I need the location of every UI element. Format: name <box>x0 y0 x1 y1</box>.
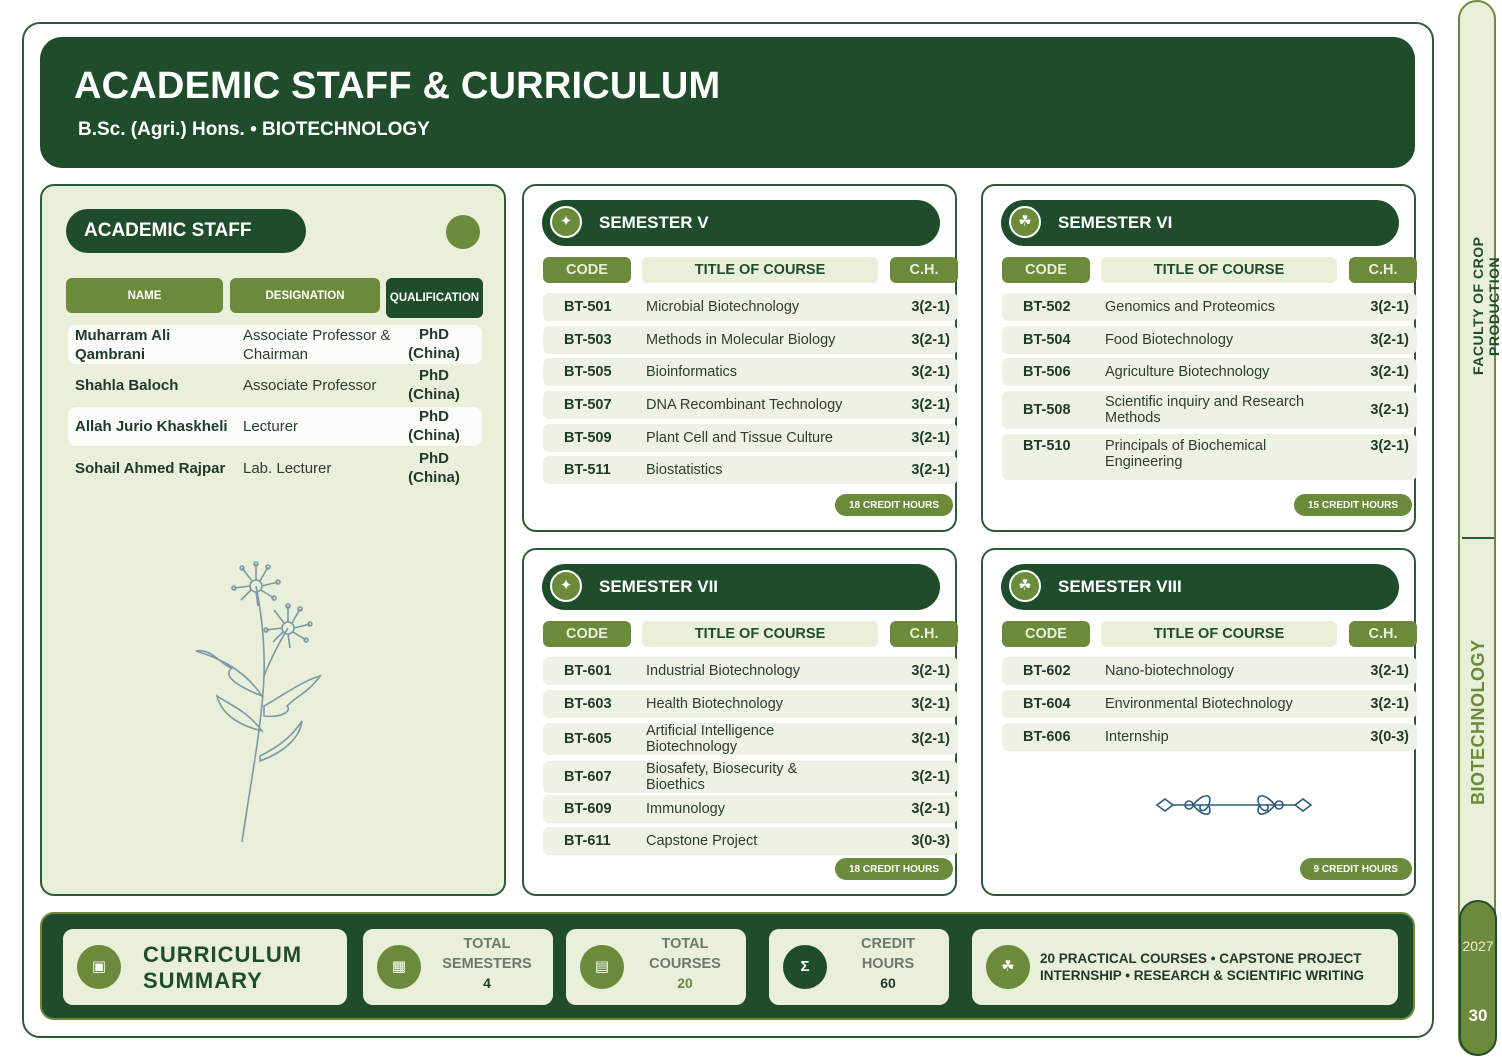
course-title: Health Biotechnology <box>646 696 784 712</box>
course-row <box>1002 391 1417 429</box>
course-code: BT-504 <box>1023 332 1071 348</box>
semester-bar <box>542 200 940 246</box>
semester-title: SEMESTER VIII <box>1058 577 1182 596</box>
course-title: Immunology <box>646 801 725 817</box>
credit-hours-badge: 9 CREDIT HOURS <box>1300 858 1412 880</box>
year-label: 2027 <box>1462 938 1494 954</box>
course-ch: 3(2-1) <box>1370 663 1409 679</box>
title-header: TITLE OF COURSE <box>1101 621 1337 647</box>
course-code: BT-508 <box>1023 402 1071 418</box>
total-semesters-value: 4 <box>483 975 491 991</box>
course-row <box>543 326 958 354</box>
credit-hours-label-1: CREDIT <box>861 936 915 952</box>
code-header: CODE <box>543 621 631 647</box>
course-title: Genomics and Proteomics <box>1105 299 1276 315</box>
total-courses-label <box>630 935 740 994</box>
course-code: BT-605 <box>564 731 612 747</box>
course-ch: 3(2-1) <box>1370 402 1409 418</box>
course-row <box>543 827 958 855</box>
course-ch: 3(2-1) <box>911 731 950 747</box>
course-ch: 3(2-1) <box>1370 364 1409 380</box>
course-row <box>1002 690 1417 718</box>
course-ch: 3(2-1) <box>1370 438 1409 454</box>
highlights-line1: 20 PRACTICAL COURSES • CAPSTONE PROJECT <box>1040 951 1362 966</box>
course-row <box>543 795 958 823</box>
course-code: BT-506 <box>1023 364 1071 380</box>
semester-bar <box>1001 200 1399 246</box>
course-code: BT-502 <box>1023 299 1071 315</box>
highlights-line2: INTERNSHIP • RESEARCH & SCIENTIFIC WRITING <box>1040 968 1364 983</box>
course-code: BT-507 <box>564 397 612 413</box>
course-row <box>543 391 958 419</box>
semester-title: SEMESTER VI <box>1058 213 1173 232</box>
course-code: BT-607 <box>564 769 612 785</box>
curriculum-summary <box>40 912 1415 1020</box>
total-courses-box <box>566 929 746 1005</box>
col-qualification-header: QUALIFICATION <box>386 278 483 318</box>
course-code: BT-603 <box>564 696 612 712</box>
semester-bar <box>1001 564 1399 610</box>
total-semesters-box <box>363 929 553 1005</box>
flower-illustration-icon <box>192 556 332 846</box>
course-title: Industrial Biotechnology <box>646 663 800 679</box>
course-code: BT-604 <box>1023 696 1071 712</box>
course-code: BT-501 <box>564 299 612 315</box>
semester-title: SEMESTER VII <box>599 577 719 596</box>
semester-bar <box>542 564 940 610</box>
title-header: TITLE OF COURSE <box>1101 257 1337 283</box>
course-ch: 3(2-1) <box>911 696 950 712</box>
course-ch: 3(0-3) <box>1370 729 1409 745</box>
course-ch: 3(2-1) <box>911 769 950 785</box>
course-ch: 3(2-1) <box>911 663 950 679</box>
course-title: Microbial Biotechnology <box>646 299 800 315</box>
course-code: BT-509 <box>564 430 612 446</box>
course-code: BT-611 <box>564 833 611 849</box>
page-header <box>40 37 1415 168</box>
course-row <box>1002 358 1417 386</box>
course-code: BT-602 <box>1023 663 1071 679</box>
course-code: BT-510 <box>1023 438 1071 454</box>
semester-v-card <box>522 184 957 532</box>
course-row <box>543 358 958 386</box>
course-row <box>543 723 958 755</box>
staff-qualification: PhD (China) <box>408 326 460 362</box>
total-semesters-label-1: TOTAL <box>463 936 511 952</box>
staff-qualification: PhD (China) <box>408 408 460 444</box>
staff-qualification: PhD (China) <box>408 367 460 403</box>
credit-hours-value: 60 <box>880 975 896 991</box>
highlights-box <box>972 929 1398 1005</box>
course-ch: 3(0-3) <box>911 833 950 849</box>
course-row <box>1002 657 1417 685</box>
semester-vi-card <box>981 184 1416 532</box>
course-row <box>543 424 958 452</box>
side-tab <box>1458 0 1502 1056</box>
ornament-divider-icon <box>1153 790 1315 820</box>
course-code: BT-505 <box>564 364 612 380</box>
total-semesters-label <box>427 935 547 994</box>
staff-row <box>68 407 482 446</box>
course-row <box>1002 723 1417 751</box>
course-ch: 3(2-1) <box>911 364 950 380</box>
course-title: Scientific inquiry and Research Methods <box>1105 394 1305 426</box>
star-icon: ✦ <box>550 570 582 602</box>
title-header: TITLE OF COURSE <box>642 621 878 647</box>
course-title: Bioinformatics <box>646 364 738 380</box>
staff-designation: Lab. Lecturer <box>243 460 332 477</box>
course-ch: 3(2-1) <box>911 299 950 315</box>
department-label: BIOTECHNOLOGY <box>1468 639 1488 805</box>
ch-header: C.H. <box>890 257 958 283</box>
academic-staff-panel <box>40 184 506 896</box>
course-row <box>1002 434 1417 480</box>
clover-icon: ☘ <box>1009 206 1041 238</box>
semester-viii-card <box>981 548 1416 896</box>
title-header: TITLE OF COURSE <box>642 257 878 283</box>
clover-icon: ☘ <box>1009 570 1041 602</box>
credit-hours-badge: 18 CREDIT HOURS <box>835 858 953 880</box>
credit-hours-box <box>769 929 949 1005</box>
course-ch: 3(2-1) <box>911 430 950 446</box>
page-number: 30 <box>1468 1006 1488 1025</box>
course-title: Methods in Molecular Biology <box>646 332 836 348</box>
staff-row <box>68 449 482 488</box>
staff-designation: Associate Professor <box>243 377 377 394</box>
course-row <box>543 293 958 321</box>
staff-designation: Lecturer <box>243 418 299 435</box>
course-row <box>543 761 958 793</box>
decorative-dot <box>446 215 480 249</box>
staff-name: Shahla Baloch <box>75 377 179 394</box>
star-icon: ✦ <box>550 206 582 238</box>
grid-icon: ▦ <box>377 945 421 989</box>
staff-name: Muharram Ali Qambrani <box>75 326 171 363</box>
faculty-label: FACULTY OF CROP PRODUCTION <box>1470 236 1502 376</box>
course-title: Internship <box>1105 729 1169 745</box>
summary-title-box <box>63 929 347 1005</box>
page-pill <box>1459 900 1497 1056</box>
staff-row <box>68 325 482 364</box>
ch-header: C.H. <box>1349 621 1417 647</box>
total-courses-label-1: TOTAL <box>661 936 709 952</box>
total-courses-value: 20 <box>677 975 693 991</box>
summary-title-line1: CURRICULUM <box>143 942 303 967</box>
course-ch: 3(2-1) <box>1370 696 1409 712</box>
course-title: Biostatistics <box>646 462 723 478</box>
staff-name: Sohail Ahmed Rajpar <box>75 460 226 477</box>
list-icon: ▤ <box>580 945 624 989</box>
page-subtitle: B.Sc. (Agri.) Hons. • BIOTECHNOLOGY <box>78 119 430 140</box>
clover-icon: ☘ <box>986 945 1030 989</box>
code-header: CODE <box>543 257 631 283</box>
course-ch: 3(2-1) <box>1370 299 1409 315</box>
course-title: DNA Recombinant Technology <box>646 397 843 413</box>
course-code: BT-601 <box>564 663 612 679</box>
semester-vii-card <box>522 548 957 896</box>
staff-title: ACADEMIC STAFF <box>66 209 306 253</box>
summary-title-line2: SUMMARY <box>143 968 263 993</box>
square-icon: ▣ <box>77 945 121 989</box>
credit-hours-badge: 18 CREDIT HOURS <box>835 494 953 516</box>
staff-qualification: PhD (China) <box>408 450 460 486</box>
course-ch: 3(2-1) <box>911 332 950 348</box>
course-title: Artificial Intelligence Biotechnology <box>646 723 775 755</box>
semester-title: SEMESTER V <box>599 213 709 232</box>
course-code: BT-503 <box>564 332 612 348</box>
col-designation-header: DESIGNATION <box>230 278 380 313</box>
total-semesters-label-2: SEMESTERS <box>442 955 532 972</box>
course-title: Plant Cell and Tissue Culture <box>646 430 833 446</box>
course-title: Biosafety, Biosecurity & Bioethics <box>646 761 798 793</box>
course-title: Environmental Biotechnology <box>1105 696 1293 712</box>
ch-header: C.H. <box>1349 257 1417 283</box>
course-title: Principals of Biochemical Engineering <box>1105 438 1267 470</box>
staff-name: Allah Jurio Khaskheli <box>75 418 228 435</box>
sigma-icon: Σ <box>783 945 827 989</box>
course-row <box>543 690 958 718</box>
ch-header: C.H. <box>890 621 958 647</box>
course-ch: 3(2-1) <box>911 462 950 478</box>
credit-hours-label-2: HOURS <box>861 955 915 972</box>
staff-designation: Associate Professor & Chairman <box>243 326 391 363</box>
course-title: Capstone Project <box>646 833 758 849</box>
code-header: CODE <box>1002 621 1090 647</box>
total-courses-label-2: COURSES <box>649 955 721 972</box>
course-ch: 3(2-1) <box>1370 332 1409 348</box>
col-name-header: NAME <box>66 278 223 313</box>
course-code: BT-511 <box>564 462 611 478</box>
credit-hours-badge: 15 CREDIT HOURS <box>1294 494 1412 516</box>
course-row <box>543 657 958 685</box>
page-title: ACADEMIC STAFF & CURRICULUM <box>74 65 721 107</box>
course-ch: 3(2-1) <box>911 397 950 413</box>
staff-row <box>68 366 482 405</box>
course-title: Agriculture Biotechnology <box>1105 364 1270 380</box>
credit-hours-label <box>833 935 943 994</box>
course-code: BT-609 <box>564 801 612 817</box>
course-row <box>543 456 958 484</box>
course-ch: 3(2-1) <box>911 801 950 817</box>
code-header: CODE <box>1002 257 1090 283</box>
course-title: Food Biotechnology <box>1105 332 1234 348</box>
course-code: BT-606 <box>1023 729 1071 745</box>
course-row <box>1002 293 1417 321</box>
course-title: Nano-biotechnology <box>1105 663 1234 679</box>
side-divider <box>1462 537 1494 539</box>
course-row <box>1002 326 1417 354</box>
